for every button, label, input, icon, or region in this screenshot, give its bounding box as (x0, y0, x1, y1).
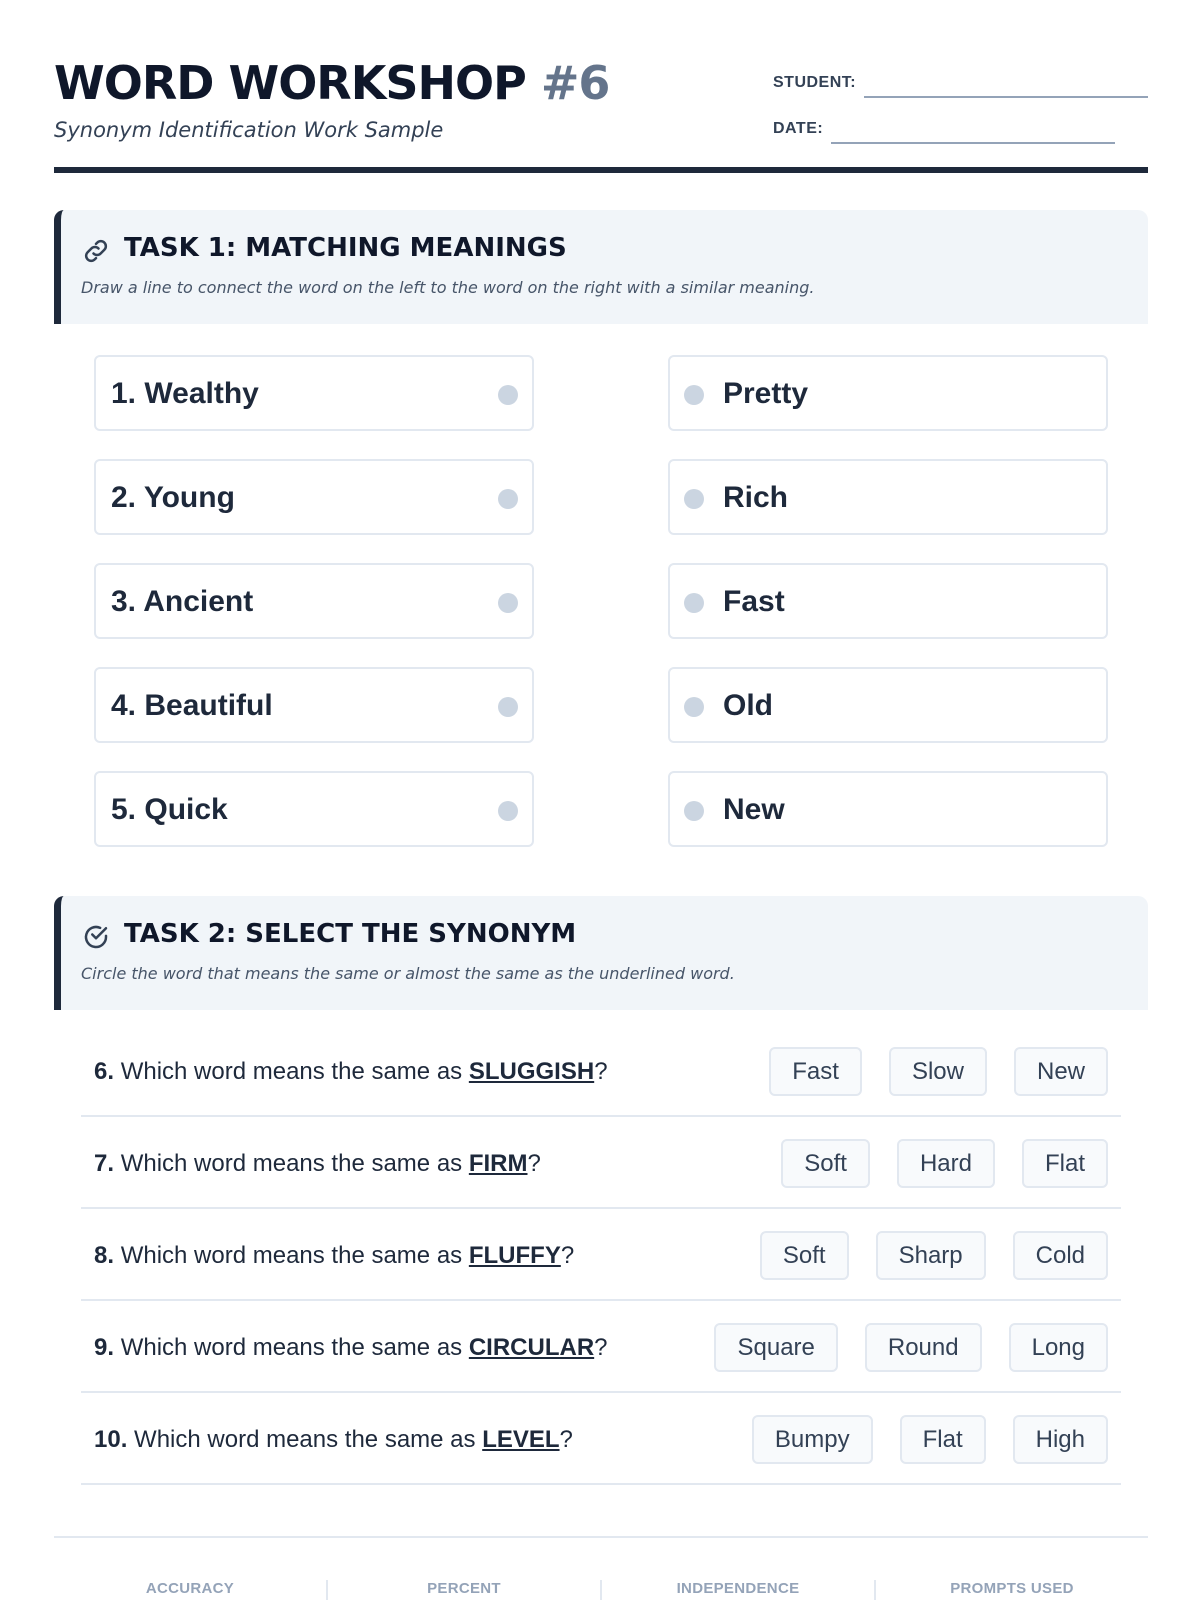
connector-dot[interactable] (498, 489, 518, 509)
page-subtitle: Synonym Identification Work Sample (54, 118, 444, 142)
question-text: 9. Which word means the same as CIRCULAR? (94, 1334, 608, 1361)
question-prompt: Which word means the same as (134, 1426, 476, 1453)
header-divider (54, 167, 1148, 173)
stat-percent: PERCENT (328, 1580, 602, 1600)
answer-option[interactable]: Bumpy (752, 1415, 873, 1464)
link-icon (81, 236, 111, 266)
match-left-word[interactable] (94, 667, 534, 743)
target-word: SLUGGISH (468, 1058, 595, 1085)
match-right-label: New (723, 793, 785, 826)
connector-dot[interactable] (684, 801, 704, 821)
title-text: WORD WORKSHOP (54, 56, 526, 110)
task1-instruction: Draw a line to connect the word on the left to the word on the right with a similar meaning. (81, 278, 815, 297)
target-word: FIRM (468, 1150, 528, 1177)
match-left-label: 5. Quick (111, 793, 228, 826)
answer-option[interactable]: Round (865, 1323, 982, 1372)
student-label: STUDENT: (773, 74, 857, 91)
question-prompt: Which word means the same as (120, 1150, 463, 1177)
date-label: DATE: (773, 120, 824, 137)
match-left-word[interactable] (94, 771, 534, 847)
connector-dot[interactable] (684, 385, 704, 405)
question-text: 10. Which word means the same as LEVEL? (94, 1426, 573, 1453)
match-left-label: 2. Young (111, 481, 235, 514)
question-prompt: Which word means the same as (120, 1058, 463, 1085)
question-number: 8. (94, 1242, 115, 1269)
task2-instruction: Circle the word that means the same or almost the same as the underlined word. (81, 964, 735, 983)
answer-option[interactable]: Hard (897, 1139, 995, 1188)
question-number: 7. (94, 1150, 115, 1177)
task2-title: TASK 2: SELECT THE SYNONYM (124, 919, 577, 949)
question-number: 10. (94, 1426, 128, 1453)
answer-options (760, 1231, 1108, 1280)
answer-option[interactable]: Cold (1013, 1231, 1108, 1280)
match-right-label: Fast (723, 585, 785, 618)
target-word: FLUFFY (468, 1242, 561, 1269)
match-right-word[interactable] (668, 667, 1108, 743)
match-right-word[interactable] (668, 771, 1108, 847)
connector-dot[interactable] (684, 489, 704, 509)
stat-accuracy: ACCURACY (54, 1580, 328, 1600)
answer-option[interactable]: Flat (900, 1415, 986, 1464)
answer-options (769, 1047, 1108, 1096)
connector-dot[interactable] (498, 697, 518, 717)
question-text: 7. Which word means the same as FIRM? (94, 1150, 541, 1177)
match-left-word[interactable] (94, 563, 534, 639)
stat-prompts-used: PROMPTS USED (950, 1580, 1074, 1597)
connector-dot[interactable] (498, 385, 518, 405)
answer-options (781, 1139, 1108, 1188)
match-left-label: 1. Wealthy (111, 377, 259, 410)
match-left-label: 4. Beautiful (111, 689, 273, 722)
worksheet-header (54, 50, 1148, 174)
worksheet-number: #6 (540, 56, 610, 110)
scoring-stats (54, 1580, 1148, 1600)
answer-option[interactable]: Long (1009, 1323, 1108, 1372)
question-number: 6. (94, 1058, 115, 1085)
answer-option[interactable]: Sharp (876, 1231, 986, 1280)
question-prompt: Which word means the same as (120, 1242, 463, 1269)
connector-dot[interactable] (684, 593, 704, 613)
task1-title: TASK 1: MATCHING MEANINGS (124, 233, 567, 263)
question-row (81, 1025, 1121, 1117)
task2-header (54, 896, 1148, 1010)
match-right-word[interactable] (668, 459, 1108, 535)
answer-option[interactable]: High (1013, 1415, 1108, 1464)
match-left-label: 3. Ancient (111, 585, 254, 618)
target-word: LEVEL (482, 1426, 560, 1453)
answer-option[interactable]: Soft (760, 1231, 849, 1280)
answer-option[interactable]: Flat (1022, 1139, 1108, 1188)
answer-options (714, 1323, 1108, 1372)
match-left-word[interactable] (94, 355, 534, 431)
question-row (81, 1117, 1121, 1209)
answer-option[interactable]: Soft (781, 1139, 870, 1188)
answer-options (752, 1415, 1108, 1464)
check-circle-icon (81, 922, 111, 952)
question-text: 8. Which word means the same as FLUFFY? (94, 1242, 575, 1269)
student-name-line[interactable] (864, 96, 1148, 98)
question-row (81, 1393, 1121, 1485)
question-row (81, 1209, 1121, 1301)
match-right-label: Old (723, 689, 773, 722)
answer-option[interactable]: Fast (769, 1047, 862, 1096)
page-title (54, 56, 609, 110)
stat-independence: INDEPENDENCE (602, 1580, 876, 1600)
match-right-label: Pretty (723, 377, 809, 410)
question-row (81, 1301, 1121, 1393)
answer-option[interactable]: New (1014, 1047, 1108, 1096)
target-word: CIRCULAR (468, 1334, 595, 1361)
date-line[interactable] (831, 142, 1115, 144)
question-prompt: Which word means the same as (120, 1334, 463, 1361)
match-left-word[interactable] (94, 459, 534, 535)
match-right-word[interactable] (668, 355, 1108, 431)
match-right-word[interactable] (668, 563, 1108, 639)
match-right-label: Rich (723, 481, 789, 514)
question-text: 6. Which word means the same as SLUGGISH? (94, 1058, 608, 1085)
connector-dot[interactable] (498, 801, 518, 821)
answer-option[interactable]: Slow (889, 1047, 987, 1096)
footer-divider (54, 1536, 1148, 1538)
answer-option[interactable]: Square (714, 1323, 837, 1372)
connector-dot[interactable] (498, 593, 518, 613)
task1-header (54, 210, 1148, 324)
worksheet-page (54, 0, 1148, 1600)
connector-dot[interactable] (684, 697, 704, 717)
question-number: 9. (94, 1334, 115, 1361)
